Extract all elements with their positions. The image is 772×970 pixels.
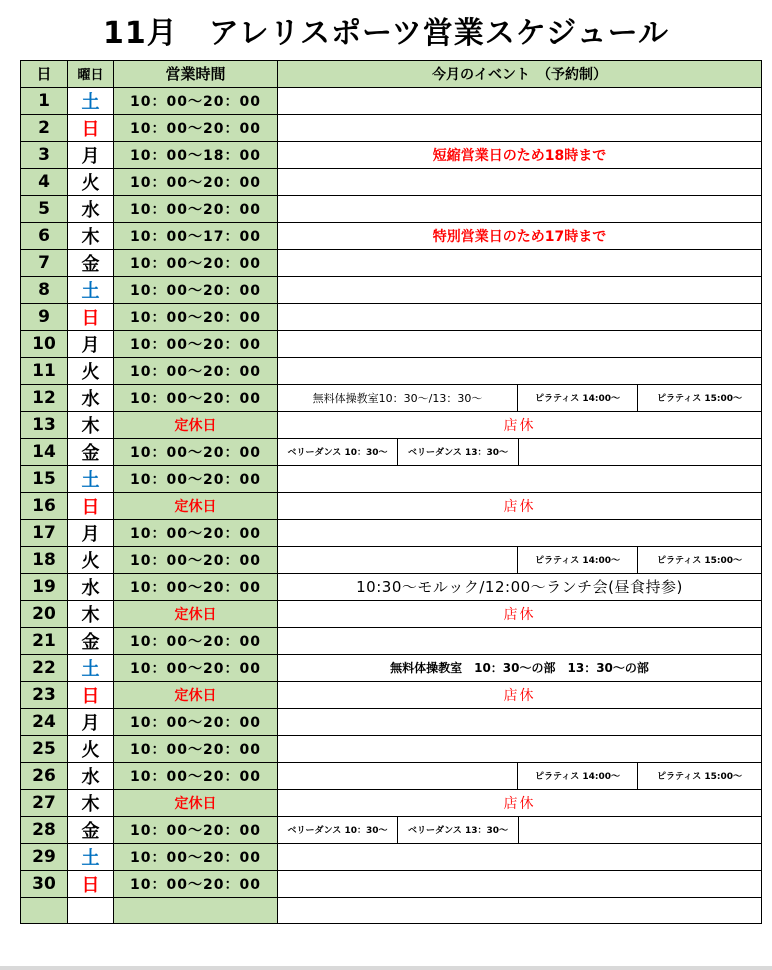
table-row: [21, 519, 762, 546]
events-cell: [278, 168, 762, 195]
events-cell: [278, 816, 762, 843]
events-cell: [278, 195, 762, 222]
day-cell: 10: [21, 330, 68, 357]
day-cell: 24: [21, 708, 68, 735]
weekday-cell: 火: [68, 168, 114, 195]
weekday-cell: 木: [68, 600, 114, 627]
event-text: 店休: [503, 498, 536, 515]
weekday-cell: 日: [68, 303, 114, 330]
hours-cell: 10：00～20：00: [114, 708, 278, 735]
weekday-cell: 水: [68, 384, 114, 411]
events-cell: [278, 843, 762, 870]
table-row: [21, 573, 762, 600]
day-cell: 21: [21, 627, 68, 654]
weekday-cell: 金: [68, 249, 114, 276]
table-row: [21, 546, 762, 573]
event-segment: ベリーダンス 10：30～: [278, 439, 398, 465]
day-cell: 20: [21, 600, 68, 627]
event-segment-empty: [519, 817, 761, 843]
weekday-cell: 土: [68, 87, 114, 114]
hours-cell: 定休日: [114, 492, 278, 519]
hours-cell: 定休日: [114, 789, 278, 816]
weekday-cell: 日: [68, 870, 114, 897]
weekday-cell: 木: [68, 411, 114, 438]
events-cell: [278, 789, 762, 816]
hours-cell: 10：00～20：00: [114, 843, 278, 870]
day-cell: 25: [21, 735, 68, 762]
event-segment: ピラティス 15:00～: [656, 556, 743, 567]
event-segment: 無料体操教室10：30～/13：30～: [278, 385, 518, 411]
header-day: 日: [21, 61, 68, 88]
event-segments: [278, 817, 761, 843]
day-cell: 22: [21, 654, 68, 681]
events-cell: [278, 249, 762, 276]
day-cell: 5: [21, 195, 68, 222]
events-cell: [278, 600, 762, 627]
event-segment: ベリーダンス 13：30～: [398, 439, 519, 465]
weekday-cell: 金: [68, 438, 114, 465]
hours-cell: 10：00～20：00: [114, 627, 278, 654]
event-text: 短縮営業日のため18時まで: [432, 147, 607, 164]
day-cell: 6: [21, 222, 68, 249]
table-row: [21, 195, 762, 222]
event-text: 店休: [503, 417, 536, 434]
event-segments: [278, 385, 761, 411]
table-row: [21, 681, 762, 708]
events-cell: [278, 573, 762, 600]
hours-cell: 10：00～20：00: [114, 870, 278, 897]
weekday-cell: 土: [68, 276, 114, 303]
weekday-cell: 火: [68, 357, 114, 384]
events-cell: [278, 519, 762, 546]
day-cell: 28: [21, 816, 68, 843]
event-segments: [278, 763, 761, 789]
event-segment: ピラティス 14:00～: [518, 547, 638, 573]
hours-cell: 10：00～20：00: [114, 249, 278, 276]
event-text: 無料体操教室 10：30～の部 13：30～の部: [390, 661, 649, 676]
header-weekday: 曜日: [68, 61, 114, 88]
events-cell: [278, 897, 762, 924]
event-segment: ベリーダンス 13：30～: [398, 817, 519, 843]
event-segment: ピラティス 14:00～: [518, 385, 638, 411]
hours-cell: 10：00～20：00: [114, 114, 278, 141]
hours-cell: 定休日: [114, 411, 278, 438]
table-row-empty: [21, 897, 762, 924]
table-row: [21, 762, 762, 789]
weekday-cell: 月: [68, 330, 114, 357]
day-cell: 19: [21, 573, 68, 600]
weekday-cell: 水: [68, 195, 114, 222]
events-cell: [278, 546, 762, 573]
day-cell: 8: [21, 276, 68, 303]
event-segment: ピラティス 15:00～: [656, 772, 743, 783]
events-cell: [278, 303, 762, 330]
hours-cell: 10：00～17：00: [114, 222, 278, 249]
day-cell: 18: [21, 546, 68, 573]
table-row: [21, 114, 762, 141]
day-cell: 11: [21, 357, 68, 384]
hours-cell: 10：00～20：00: [114, 465, 278, 492]
day-cell: 17: [21, 519, 68, 546]
table-row: [21, 708, 762, 735]
day-cell: 12: [21, 384, 68, 411]
day-cell: 26: [21, 762, 68, 789]
table-row: [21, 870, 762, 897]
weekday-cell: 土: [68, 465, 114, 492]
events-cell: [278, 222, 762, 249]
event-text: 10:30～モルック/12:00～ランチ会(昼食持参): [356, 578, 683, 597]
weekday-cell: 木: [68, 222, 114, 249]
table-row: [21, 843, 762, 870]
table-row: [21, 168, 762, 195]
weekday-cell: 水: [68, 762, 114, 789]
event-text: 店休: [503, 795, 536, 812]
weekday-cell: 月: [68, 708, 114, 735]
event-text: 店休: [503, 606, 536, 623]
weekday-cell: 土: [68, 843, 114, 870]
table-row: [21, 357, 762, 384]
events-cell: [278, 762, 762, 789]
weekday-cell: 火: [68, 546, 114, 573]
hours-cell: 10：00～20：00: [114, 735, 278, 762]
table-row: [21, 411, 762, 438]
weekday-cell: [68, 897, 114, 924]
event-segment-empty: [278, 547, 518, 573]
day-cell: 4: [21, 168, 68, 195]
header-events: 今月のイベント （予約制）: [278, 61, 762, 88]
events-cell: [278, 870, 762, 897]
hours-cell: 10：00～20：00: [114, 762, 278, 789]
day-cell: 29: [21, 843, 68, 870]
hours-cell: 10：00～20：00: [114, 519, 278, 546]
event-text: 特別営業日のため17時まで: [432, 228, 607, 245]
day-cell: 1: [21, 87, 68, 114]
table-row: [21, 384, 762, 411]
day-cell: 3: [21, 141, 68, 168]
hours-cell: 10：00～18：00: [114, 141, 278, 168]
events-cell: [278, 87, 762, 114]
hours-cell: 定休日: [114, 600, 278, 627]
weekday-cell: 月: [68, 519, 114, 546]
event-segment: ピラティス 14:00～: [518, 763, 638, 789]
day-cell: 16: [21, 492, 68, 519]
events-cell: [278, 654, 762, 681]
event-segment-empty: [519, 439, 761, 465]
hours-cell: [114, 897, 278, 924]
table-row: [21, 816, 762, 843]
events-cell: [278, 438, 762, 465]
events-cell: [278, 330, 762, 357]
table-row: [21, 735, 762, 762]
table-row: [21, 249, 762, 276]
weekday-cell: 金: [68, 816, 114, 843]
table-row: [21, 276, 762, 303]
table-row: [21, 789, 762, 816]
events-cell: [278, 708, 762, 735]
table-row: [21, 600, 762, 627]
events-cell: [278, 141, 762, 168]
table-row: [21, 627, 762, 654]
hours-cell: 10：00～20：00: [114, 195, 278, 222]
hours-cell: 10：00～20：00: [114, 654, 278, 681]
hours-cell: 10：00～20：00: [114, 384, 278, 411]
table-row: [21, 303, 762, 330]
table-row: [21, 222, 762, 249]
events-cell: [278, 627, 762, 654]
table-row: [21, 465, 762, 492]
events-cell: [278, 735, 762, 762]
weekday-cell: 水: [68, 573, 114, 600]
day-cell: 27: [21, 789, 68, 816]
event-segment-empty: [278, 763, 518, 789]
table-row: [21, 87, 762, 114]
table-row: [21, 438, 762, 465]
day-cell: 15: [21, 465, 68, 492]
day-cell: 14: [21, 438, 68, 465]
event-segments: [278, 439, 761, 465]
weekday-cell: 日: [68, 681, 114, 708]
weekday-cell: 日: [68, 114, 114, 141]
hours-cell: 10：00～20：00: [114, 330, 278, 357]
table-row: [21, 141, 762, 168]
weekday-cell: 火: [68, 735, 114, 762]
events-cell: [278, 411, 762, 438]
event-segment: ピラティス 15:00～: [656, 394, 743, 405]
weekday-cell: 月: [68, 141, 114, 168]
header-hours: 営業時間: [114, 61, 278, 88]
events-cell: [278, 681, 762, 708]
weekday-cell: 金: [68, 627, 114, 654]
day-cell: 2: [21, 114, 68, 141]
page-title: 11月 アレリスポーツ営業スケジュール: [103, 16, 669, 51]
events-cell: [278, 114, 762, 141]
event-segments: [278, 547, 761, 573]
hours-cell: 定休日: [114, 681, 278, 708]
hours-cell: 10：00～20：00: [114, 438, 278, 465]
day-cell: 30: [21, 870, 68, 897]
weekday-cell: 木: [68, 789, 114, 816]
day-cell: 7: [21, 249, 68, 276]
day-cell: [21, 897, 68, 924]
event-text: 店休: [503, 687, 536, 704]
weekday-cell: 土: [68, 654, 114, 681]
hours-cell: 10：00～20：00: [114, 303, 278, 330]
header-row: [21, 61, 762, 88]
day-cell: 23: [21, 681, 68, 708]
hours-cell: 10：00～20：00: [114, 87, 278, 114]
day-cell: 9: [21, 303, 68, 330]
day-cell: 13: [21, 411, 68, 438]
hours-cell: 10：00～20：00: [114, 276, 278, 303]
event-segment: ベリーダンス 10：30～: [278, 817, 398, 843]
table-row: [21, 492, 762, 519]
events-cell: [278, 357, 762, 384]
table-row: [21, 330, 762, 357]
page-bottom-border: [0, 966, 772, 970]
hours-cell: 10：00～20：00: [114, 573, 278, 600]
hours-cell: 10：00～20：00: [114, 168, 278, 195]
hours-cell: 10：00～20：00: [114, 546, 278, 573]
events-cell: [278, 492, 762, 519]
events-cell: [278, 276, 762, 303]
hours-cell: 10：00～20：00: [114, 357, 278, 384]
events-cell: [278, 384, 762, 411]
weekday-cell: 日: [68, 492, 114, 519]
schedule-table: [20, 60, 762, 924]
table-row: [21, 654, 762, 681]
events-cell: [278, 465, 762, 492]
hours-cell: 10：00～20：00: [114, 816, 278, 843]
